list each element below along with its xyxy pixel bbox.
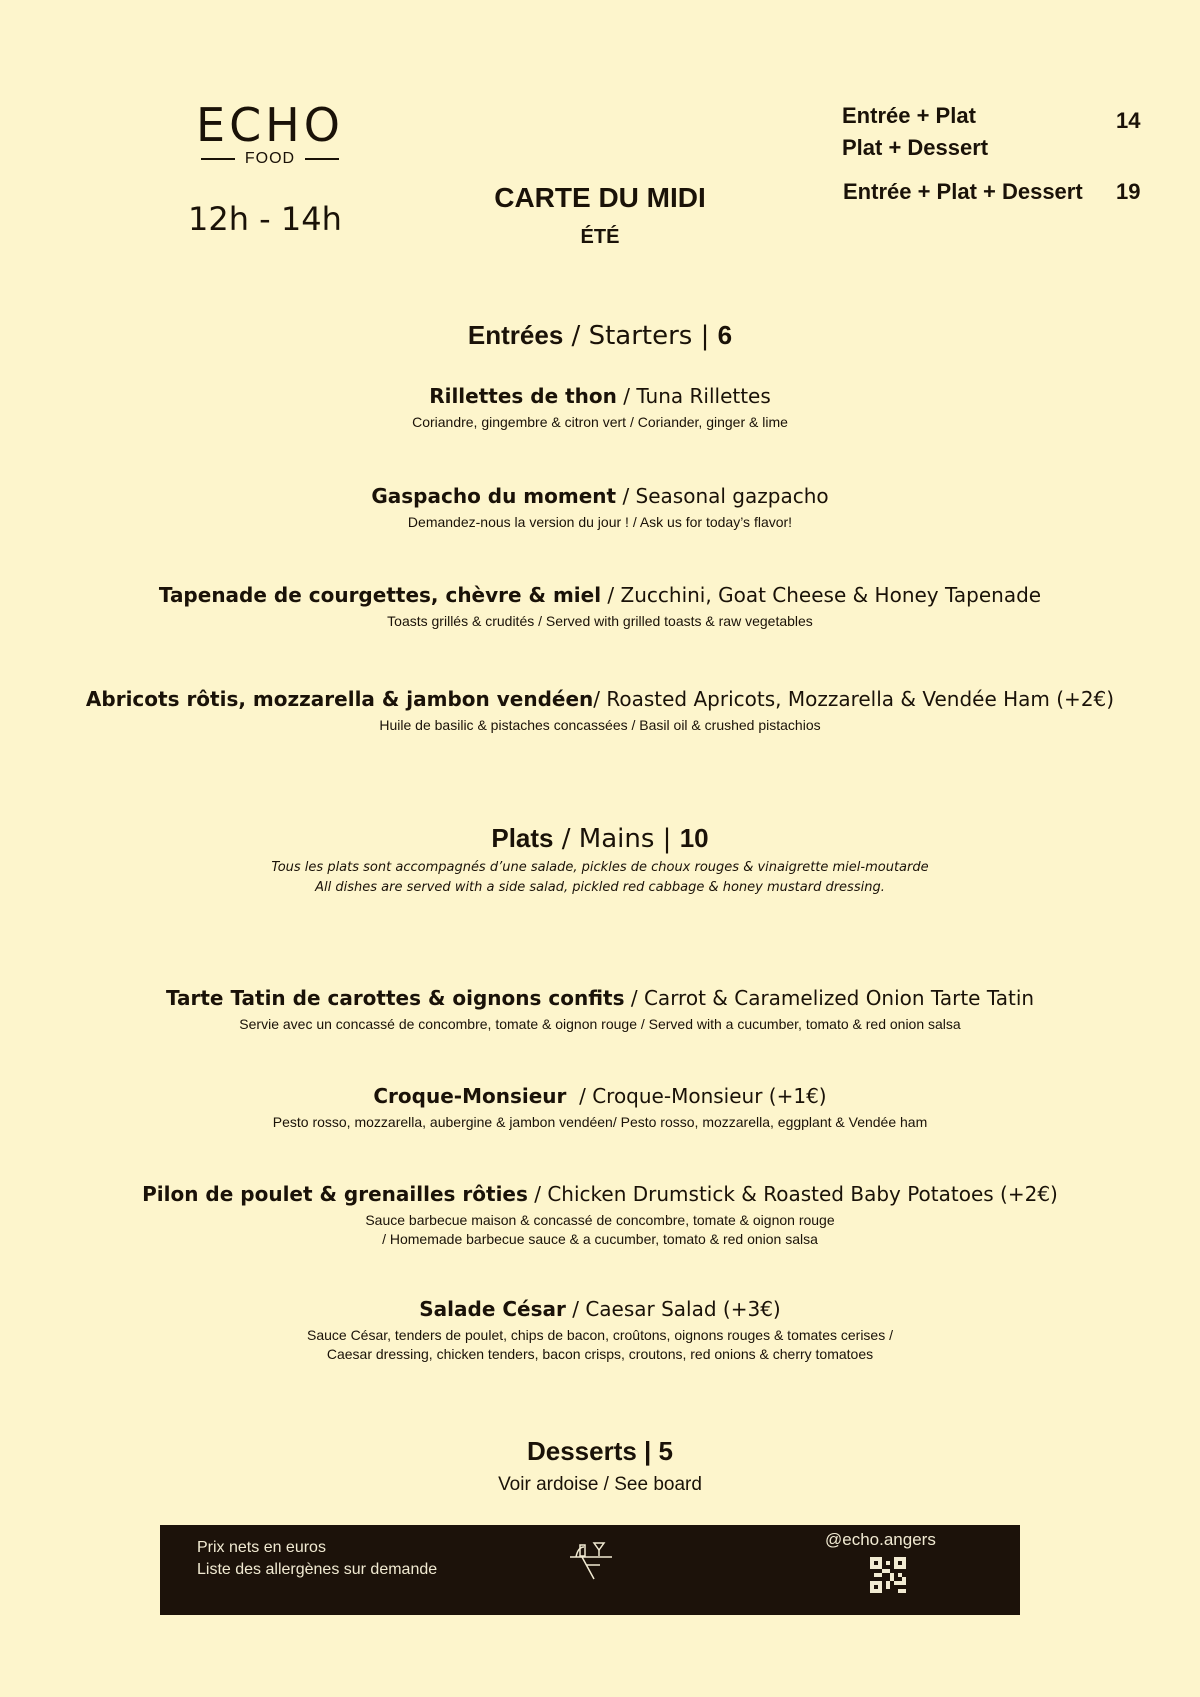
formula-2-price: 19 (1116, 179, 1141, 204)
desserts-title (0, 1436, 1200, 1467)
footer-notes (197, 1537, 437, 1581)
item-desc-2: Caesar dressing, chicken tenders, bacon crisps, croutons, red onions & cherry tomatoes (326, 1346, 874, 1362)
mains-title (0, 823, 1200, 854)
qr-code-icon[interactable] (870, 1557, 906, 1593)
logo-sub (190, 150, 350, 168)
mains-note (0, 858, 1200, 898)
desserts-sub: Voir ardoise / See board (498, 1474, 702, 1495)
main-item-4 (0, 1297, 1200, 1364)
item-title-fr: Rillettes de thon (429, 384, 617, 408)
item-desc: Huile de basilic & pistaches concassées / Basil oil & crushed pistachios (379, 717, 821, 733)
formula-1-price: 14 (1116, 108, 1141, 133)
item-title-fr: Pilon de poulet & grenailles rôties (142, 1182, 528, 1206)
logo-rule-right (305, 158, 339, 160)
page-title: CARTE DU MIDI (494, 182, 706, 213)
season-subtitle: ÉTÉ (580, 226, 620, 248)
mains-note-fr: Tous les plats sont accompagnés d’une salade, pickles de choux rouges & vinaigrette miel-moutarde (271, 860, 929, 875)
starters-title-fr: Entrées (467, 320, 564, 350)
starters-price: 6 (717, 320, 733, 350)
starters-title (0, 320, 1200, 351)
item-title-en: / Croque-Monsieur (+1€) (566, 1084, 827, 1108)
mains-title-en: / Mains | (553, 824, 680, 854)
starter-item-1 (0, 384, 1200, 432)
item-title-fr: Tarte Tatin de carottes & oignons confits (165, 986, 625, 1010)
instagram-handle[interactable]: @echo.angers (825, 1530, 936, 1549)
item-title-en: / Chicken Drumstick & Roasted Baby Potatoes (+2€) (527, 1182, 1058, 1206)
item-desc: Demandez-nous la version du jour ! / Ask us for today’s flavor! (407, 514, 793, 530)
item-desc: Toasts grillés & crudités / Served with grilled toasts & raw vegetables (387, 613, 813, 629)
desserts-price: 5 (658, 1436, 674, 1466)
item-title-en: / Seasonal gazpacho (616, 484, 829, 508)
starter-item-2 (0, 484, 1200, 532)
logo-sub-text: FOOD (244, 150, 296, 167)
item-title-fr: Abricots rôtis, mozzarella & jambon vendéen (85, 687, 594, 711)
item-title-en: / Caesar Salad (+3€) (565, 1297, 781, 1321)
formula-2: Entrée + Plat + Dessert (843, 179, 1083, 204)
item-title-en: / Roasted Apricots, Mozzarella & Vendée Ham (+2€) (593, 687, 1115, 711)
mains-title-fr: Plats (491, 823, 554, 853)
main-item-1 (0, 986, 1200, 1034)
item-desc-1: Sauce barbecue maison & concassé de concombre, tomate & oignon rouge (365, 1212, 835, 1228)
item-title-fr: Croque-Monsieur (373, 1084, 567, 1108)
item-title-fr: Salade César (419, 1297, 566, 1321)
item-desc: Coriandre, gingembre & citron vert / Coriander, ginger & lime (412, 414, 788, 430)
item-title-en: / Zucchini, Goat Cheese & Honey Tapenade (601, 583, 1042, 607)
mains-note-en: All dishes are served with a side salad, pickled red cabbage & honey mustard dressing. (315, 880, 885, 895)
opening-hours: 12h - 14h (188, 200, 342, 238)
item-desc: Pesto rosso, mozzarella, aubergine & jambon vendéen/ Pesto rosso, mozzarella, eggplant & Vendée ham (272, 1114, 928, 1130)
footer-note-prices: Prix nets en euros (197, 1539, 326, 1556)
logo-brand: ECHO (196, 98, 344, 152)
item-desc-1: Sauce César, tenders de poulet, chips de bacon, croûtons, oignons rouges & tomates cerises / (306, 1327, 893, 1343)
desserts-title-text: Desserts | (526, 1436, 659, 1466)
footer (160, 1525, 1020, 1615)
mains-price: 10 (679, 823, 709, 853)
starters-title-en: / Starters | (563, 321, 718, 351)
formula-1-line-2: Plat + Dessert (842, 135, 989, 160)
main-item-3 (0, 1182, 1200, 1249)
starter-item-4 (0, 687, 1200, 735)
footer-note-allergens: Liste des allergènes sur demande (197, 1561, 438, 1578)
formula-1-line-1: Entrée + Plat (842, 103, 976, 128)
serving-tray-icon (560, 1535, 620, 1585)
item-desc-2: / Homemade barbecue sauce & a cucumber, tomato & red onion salsa (382, 1231, 818, 1247)
item-title-en: / Tuna Rillettes (616, 384, 771, 408)
logo-rule-left (201, 158, 235, 160)
item-title-fr: Gaspacho du moment (371, 484, 617, 508)
item-title-en: / Carrot & Caramelized Onion Tarte Tatin (624, 986, 1035, 1010)
logo (190, 100, 350, 168)
formula-1 (842, 100, 988, 164)
main-item-2 (0, 1084, 1200, 1132)
starter-item-3 (0, 583, 1200, 631)
item-title-fr: Tapenade de courgettes, chèvre & miel (158, 583, 602, 607)
item-desc: Servie avec un concassé de concombre, tomate & oignon rouge / Served with a cucumber, tomato & red onion salsa (239, 1016, 961, 1032)
